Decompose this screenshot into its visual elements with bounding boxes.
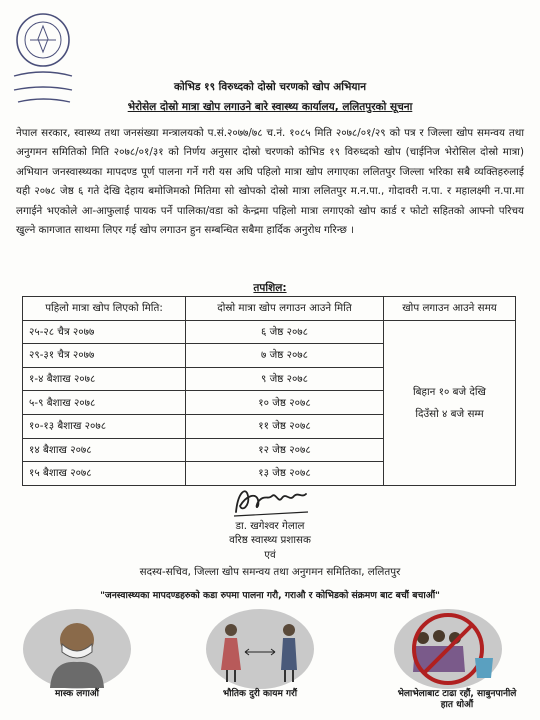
time-end: दिउँसो ४ बजे सम्म [415,407,484,420]
column-header-second-dose-date: दोस्रो मात्रा खोप लगाउन आउने मिति [186,297,384,321]
gathering-caption: भेलाभेलाबाट टाढा रहौं, साबुनपानीले हात धोऔं [397,689,517,710]
mask-icon [22,608,132,690]
vaccination-time-cell [384,320,516,485]
distance-caption: भौतिक दुरी कायम गरौं [222,689,298,699]
first-dose-date: १४ बैशाख २०७८ [23,438,186,462]
signatory-role: सदस्य-सचिव, जिल्ला खोप समन्वय तथा अनुगमन समितिका, ललितपुर [139,566,401,578]
first-dose-date: १०-१३ बैशाख २०७८ [23,414,186,438]
first-dose-date: २५-२८ चैत्र २०७७ [23,320,186,344]
mask-caption: मास्क लगाऔं [55,689,99,699]
no-gathering-icon [393,608,503,690]
first-dose-date: ५-९ बैशाख २०७८ [23,391,186,415]
second-dose-date: १० जेष्ठ २०७८ [186,391,384,415]
second-dose-date: ११ जेष्ठ २०७८ [186,414,384,438]
physical-distance-icon [205,608,315,690]
first-dose-date: २९-३१ चैत्र २०७७ [23,344,186,368]
notice-title: कोभिड १९ विरुध्दको दोस्रो चरणको खोप अभियान [173,81,367,93]
signatory-name: डा. खगेश्वर गेलाल [235,520,305,532]
first-dose-date: १-४ बैशाख २०७८ [23,367,186,391]
second-dose-date: १२ जेष्ठ २०७८ [186,438,384,462]
vaccination-schedule-table [22,296,516,486]
office-seal [8,6,78,110]
signature [228,482,312,520]
notice-body: नेपाल सरकार, स्वास्थ्य तथा जनसंख्या मन्त्रालयको प.सं.२०७७/७८ च.नं. १०८५ मिति २०७८/०१/२९ को पत्र र जिल्ला खोप समन्वय तथा अनुगमन समितिको मिति २०७८/०१/३१ को निर्णय अनुसार दोस्रो चरणको कोभिड १९ विरुध्दको खोप (चाईनिज भेरोसिल दोस्रो मात्रा) अभियान जनस्वास्थ्यका मापदण्ड पूर्ण पालना गर्ने गरी यस अघि पहिलो मात्रा खोप लगाएका ललितपुर जिल्ला भरिका सबै व्यक्तिहरुलाई यही २०७८ जेष्ठ ६ गते देखि देहाय बमोजिमको मितिमा सो खोपको दोस्रो मात्रा ललितपुर म.न.पा., गोदावरी न.पा. र महालक्ष्मी न.पा.मा लगाईने भएकोले आ-आफुलाई पायक पर्ने पालिका/वडा को केन्द्रमा पहिलो मात्रा लगाएको खोप कार्ड र फोटो सहितको आफ्नो परिचय खुल्ने कागजात साथमा लिएर गई खोप लगाउन हुन सम्बन्धित सबैमा हार्दिक अनुरोध गरिन्छ । [16,127,524,237]
time-start: बिहान १० बजे देखि [412,385,486,398]
first-dose-date: १५ बैशाख २०७८ [23,462,186,486]
signatory-conjunction: एवं [264,549,276,561]
signatory-designation: वरिष्ठ स्वास्थ्य प्रशासक [229,534,311,546]
column-header-time: खोप लगाउन आउने समय [384,297,516,321]
column-header-first-dose-date: पहिलो मात्रा खोप लिएको मिति: [23,297,186,321]
schedule-heading: तपशिल: [253,282,287,294]
notice-subtitle: भेरोसेल दोस्रो मात्रा खोप लगाउने बारे स्वास्थ्य कार्यालय, ललितपुरको सूचना [127,101,413,113]
second-dose-date: १३ जेष्ठ २०७८ [186,462,384,486]
health-slogan: "जनस्वास्थ्यका मापदण्डहरुको कडा रुपमा पालना गरौ, गराऔ र कोभिडको संक्रमण बाट बचौं बचाऔं" [100,590,440,601]
table-header-row [23,297,516,321]
table-row [23,320,516,344]
second-dose-date: ७ जेष्ठ २०७८ [186,344,384,368]
second-dose-date: ६ जेष्ठ २०७८ [186,320,384,344]
second-dose-date: ९ जेष्ठ २०७८ [186,367,384,391]
